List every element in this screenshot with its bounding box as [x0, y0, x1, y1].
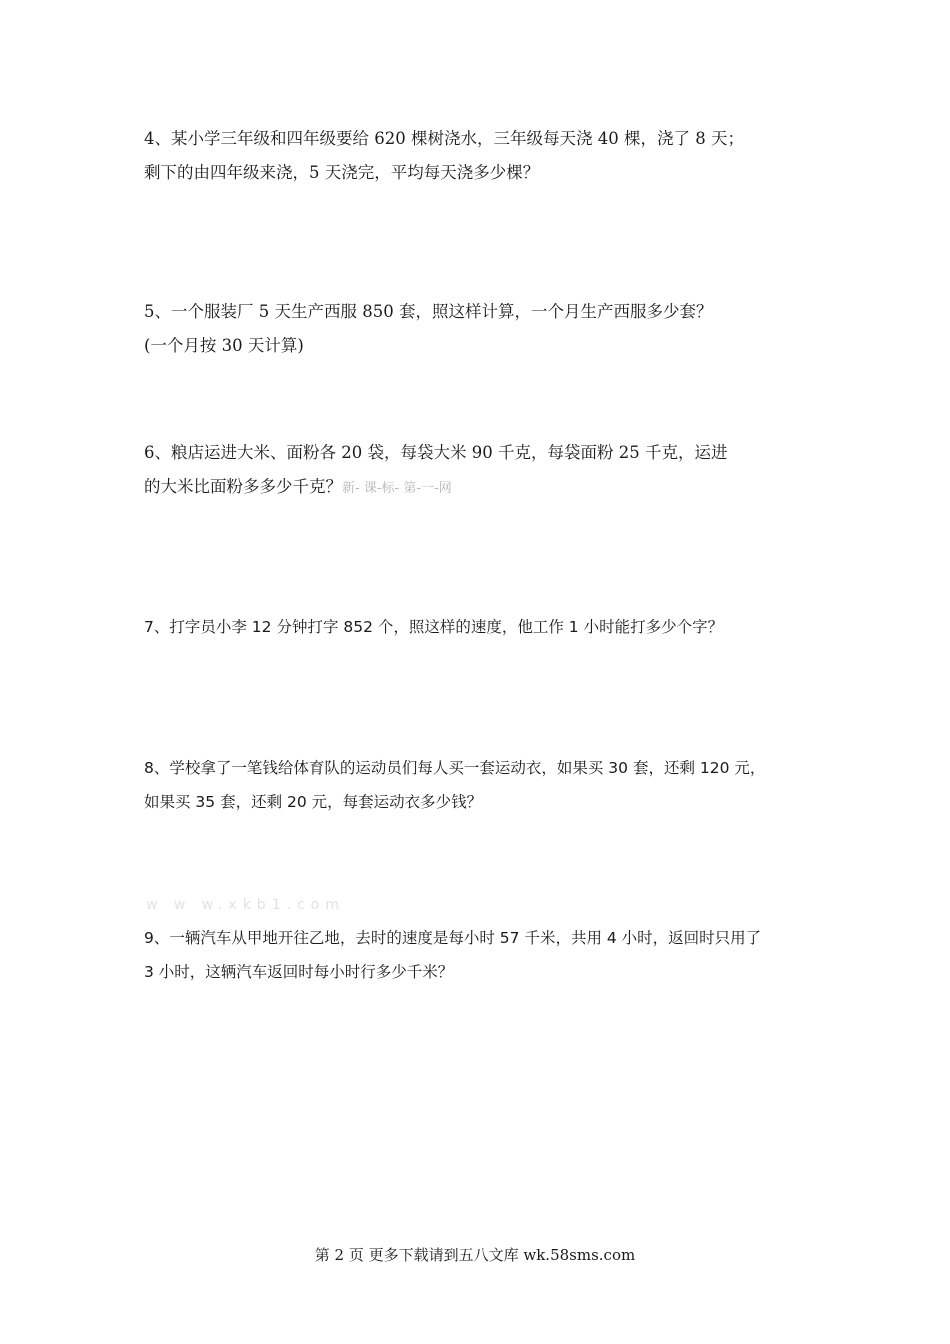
question-4-line-1: 4、某小学三年级和四年级要给 620 棵树浇水，三年级每天浇 40 棵，浇了 8 天；: [144, 129, 744, 148]
question-9: [144, 921, 824, 989]
question-9-line-1: 9、一辆汽车从甲地开往乙地，去时的速度是每小时 57 千米，共用 4 小时，返回时只用了: [144, 929, 762, 947]
question-8-line-2: 如果买 35 套，还剩 20 元，每套运动衣多少钱？: [144, 793, 483, 811]
question-6-line-1: 6、粮店运进大米、面粉各 20 袋，每袋大米 90 千克，每袋面粉 25 千克，运进: [144, 443, 728, 462]
question-7-line-1: 7、打字员小李 12 分钟打字 852 个，照这样的速度，他工作 1 小时能打多少个字？: [144, 618, 724, 636]
question-8: [144, 751, 824, 819]
question-5-line-1: 5、一个服装厂 5 天生产西服 850 套，照这样计算，一个月生产西服多少套？: [144, 302, 713, 321]
watermark-text: 新- 课-标- 第-一-网: [342, 481, 452, 496]
faint-watermark: w w w.xkb1.com: [146, 897, 345, 913]
question-5: [144, 295, 824, 363]
question-7: [144, 610, 824, 644]
question-6-line-2-wrap: [144, 470, 824, 506]
question-5-line-2: (一个月按 30 天计算): [144, 336, 304, 355]
question-6-line-2: 的大米比面粉多多少千克？: [144, 477, 342, 496]
question-6: [144, 436, 824, 506]
question-9-line-2: 3 小时，这辆汽车返回时每小时行多少千米？: [144, 963, 454, 981]
question-4-line-2: 剩下的由四年级来浇，5 天浇完，平均每天浇多少棵？: [144, 163, 540, 182]
question-8-line-1: 8、学校拿了一笔钱给体育队的运动员们每人买一套运动衣，如果买 30 套，还剩 120 元，: [144, 759, 766, 777]
question-4: [144, 122, 824, 190]
page-footer: 第 2 页 更多下载请到五八文库 wk.58sms.com: [314, 1246, 636, 1264]
